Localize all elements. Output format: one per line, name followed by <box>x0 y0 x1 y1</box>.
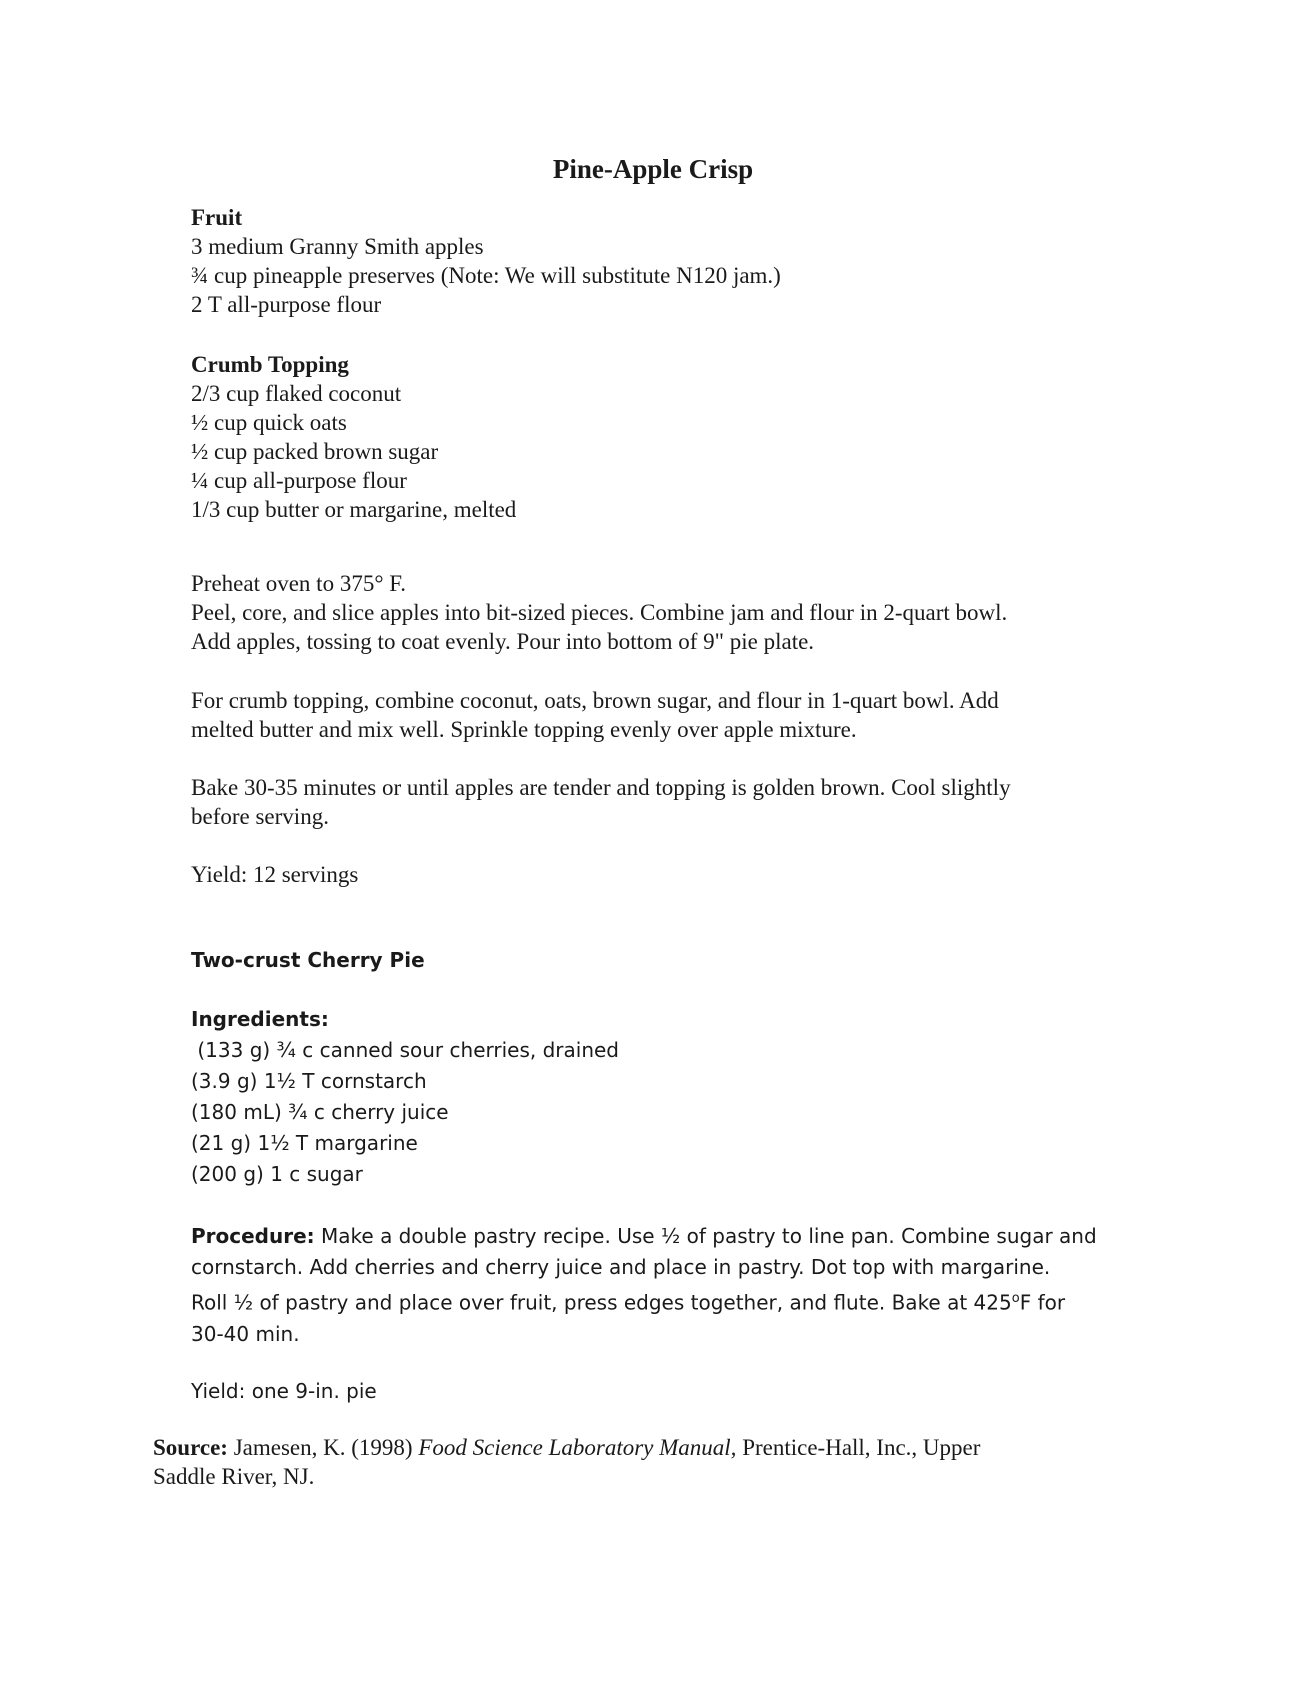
ingredient-line: (21 g) 1½ T margarine <box>191 1131 418 1155</box>
topping-section <box>191 350 1141 524</box>
ingredient-line: ½ cup quick oats <box>191 410 347 435</box>
ingredient-line: (133 g) ¾ c canned sour cherries, drained <box>191 1038 619 1062</box>
ingredient-line: (3.9 g) 1½ T cornstarch <box>191 1069 427 1093</box>
ingredient-line: ¼ cup all-purpose flour <box>191 468 407 493</box>
step-line: melted butter and mix well. Sprinkle topping evenly over apple mixture. <box>191 717 857 742</box>
ingredient-line: 2/3 cup flaked coconut <box>191 381 402 406</box>
ingredients-heading: Ingredients: <box>191 1007 329 1031</box>
step-line: Peel, core, and slice apples into bit-sized pieces. Combine jam and flour in 2-quart bowl. <box>191 600 1008 625</box>
fruit-heading: Fruit <box>191 205 243 230</box>
ingredient-line: (200 g) 1 c sugar <box>191 1162 363 1186</box>
step-line: Add apples, tossing to coat evenly. Pour into bottom of 9" pie plate. <box>191 629 815 654</box>
source-label: Source: <box>153 1435 228 1460</box>
procedure-label: Procedure: <box>191 1224 315 1248</box>
ingredient-line: ¾ cup pineapple preserves (Note: We will substitute N120 jam.) <box>191 263 781 288</box>
ingredient-line: ½ cup packed brown sugar <box>191 439 439 464</box>
preheat-line: Preheat oven to 375° F. <box>191 571 406 596</box>
step-paragraph <box>191 773 1141 831</box>
step-paragraph <box>191 686 1141 744</box>
topping-heading: Crumb Topping <box>191 352 349 377</box>
step-line: before serving. <box>191 804 329 829</box>
cherry-ingredients <box>191 1004 1141 1190</box>
procedure-paragraph <box>191 1221 1141 1350</box>
ingredient-line: 1/3 cup butter or margarine, melted <box>191 497 517 522</box>
procedure-text: F for <box>1019 1290 1066 1315</box>
procedure-text: Make a double pastry recipe. Use ½ of pastry to line pan. Combine sugar and <box>314 1224 1097 1248</box>
procedure-line: 30-40 min. <box>191 1321 300 1346</box>
cherry-yield: Yield: one 9-in. pie <box>191 1379 377 1403</box>
ingredient-line: (180 mL) ¾ c cherry juice <box>191 1100 449 1124</box>
source-text: Prentice-Hall, Inc., Upper <box>736 1435 981 1460</box>
step-line: For crumb topping, combine coconut, oats, brown sugar, and flour in 1-quart bowl. Add <box>191 688 999 713</box>
source-line: Saddle River, NJ. <box>153 1464 315 1489</box>
degree-mark: o <box>1011 1291 1020 1306</box>
source-text: Jamesen, K. (1998) <box>227 1435 419 1460</box>
procedure-line: cornstarch. Add cherries and cherry juice and place in pastry. Dot top with margarine. <box>191 1255 1051 1279</box>
procedure-line <box>191 1283 1141 1319</box>
yield-line: Yield: 12 servings <box>191 862 359 887</box>
recipe2-title: Two-crust Cherry Pie <box>191 948 425 972</box>
recipe-title: Pine-Apple Crisp <box>552 154 754 184</box>
step-line: Bake 30-35 minutes or until apples are tender and topping is golden brown. Cool slightly <box>191 775 1011 800</box>
instructions-section <box>191 569 1141 656</box>
ingredient-line: 3 medium Granny Smith apples <box>191 234 484 259</box>
ingredient-line: 2 T all-purpose flour <box>191 292 382 317</box>
procedure-line <box>191 1221 1141 1252</box>
fruit-section <box>191 203 1141 319</box>
book-title: Food Science Laboratory Manual, <box>418 1435 737 1460</box>
source-citation <box>153 1433 1113 1491</box>
procedure-text: Roll ½ of pastry and place over fruit, press edges together, and flute. Bake at 425 <box>191 1290 1012 1315</box>
source-line <box>153 1433 1113 1462</box>
